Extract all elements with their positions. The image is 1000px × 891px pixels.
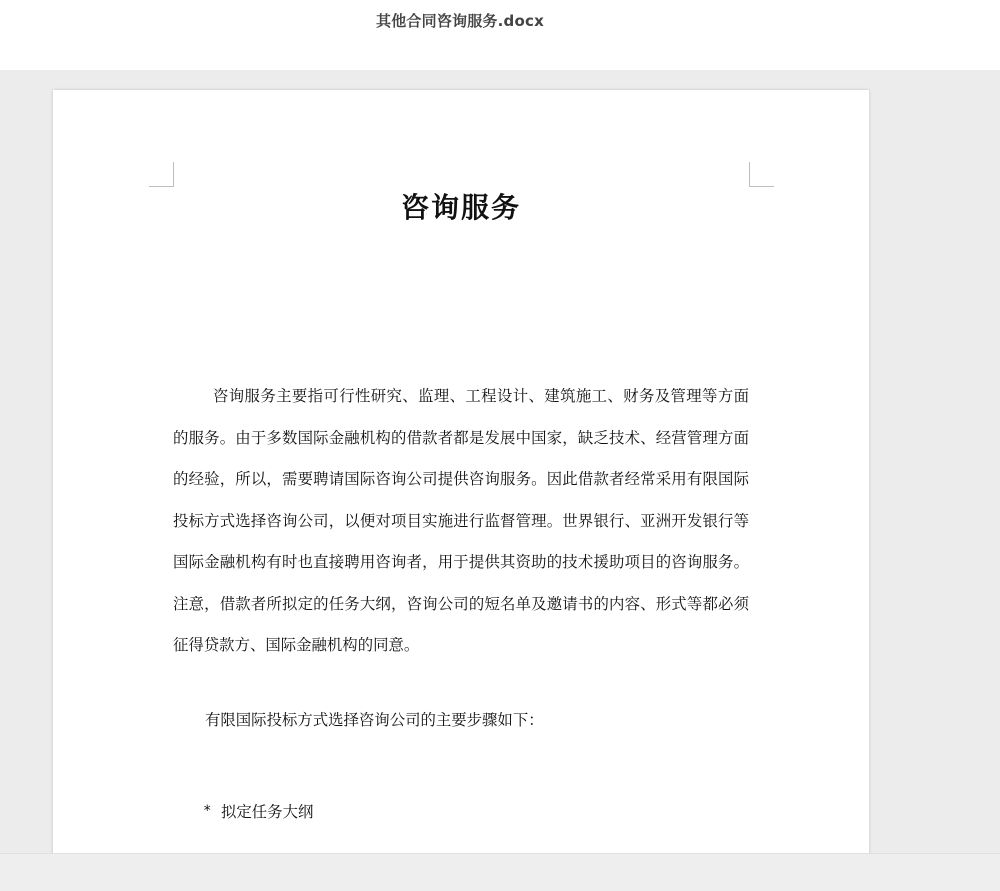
title-bar: [0, 0, 1000, 70]
document-heading: 咨询服务: [400, 191, 521, 224]
list-item-text: 拟定任务大纲: [221, 803, 314, 821]
document-page[interactable]: [53, 90, 869, 870]
body-paragraph: 咨询服务主要指可行性研究、监理、工程设计、建筑施工、财务及管理等方面的服务。由于多数国际金融机构的借款者都是发展中国家，缺乏技术、经营管理方面的经验，所以，需要聘请国际咨询公司提供咨询服务。因此借款者经常采用有限国际投标方式选择咨询公司，以便对项目实施进行监督管理。世界银行、亚洲开发银行等国际金融机构有时也直接聘用咨询者，用于提供其资助的技术援助项目的咨询服务。注意，借款者所拟定的任务大纲，咨询公司的短名单及邀请书的内容、形式等都必须征得贷款方、国际金融机构的同意。: [173, 387, 749, 654]
list-item: [203, 800, 313, 822]
steps-intro-text: 有限国际投标方式选择咨询公司的主要步骤如下：: [205, 711, 544, 729]
margin-corner-top-right: [749, 162, 774, 187]
bullet-asterisk: *: [203, 803, 212, 819]
document-file-name: 其他合同咨询服务.docx: [376, 12, 544, 30]
bottom-bar: [0, 853, 1000, 891]
margin-corner-top-left: [149, 162, 174, 187]
